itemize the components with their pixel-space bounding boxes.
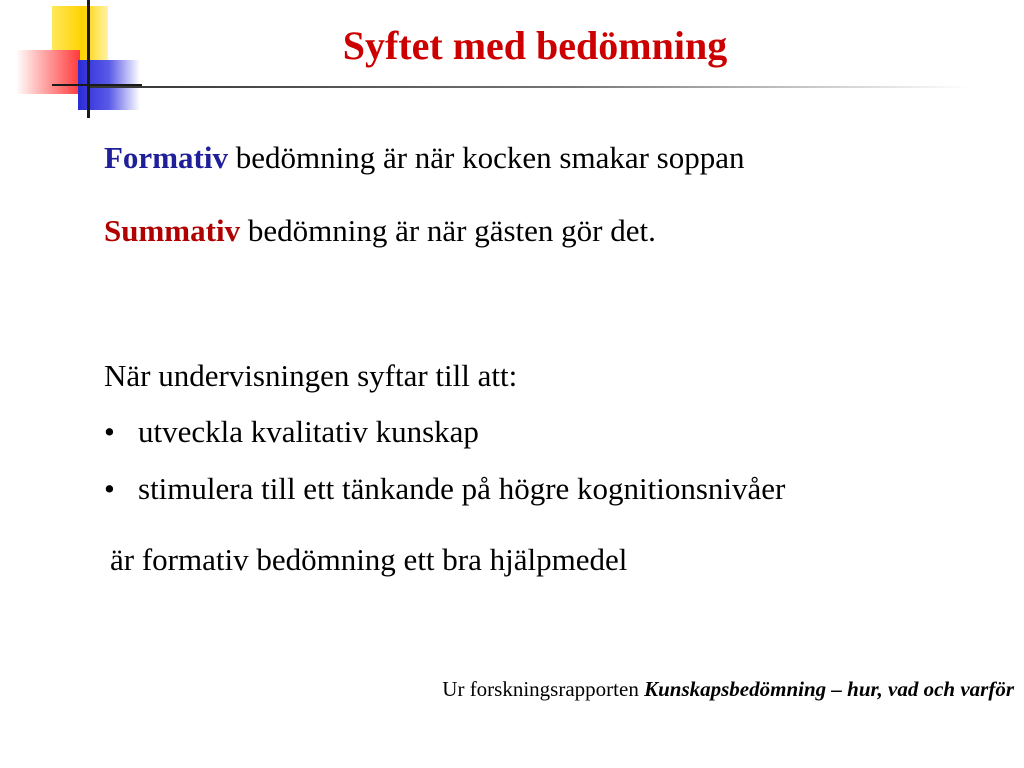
title-underline (90, 86, 970, 88)
bullet-text: stimulera till ett tänkande på högre kognitionsnivåer (138, 471, 786, 506)
bullet-marker: • (104, 414, 115, 449)
source-citation (442, 676, 1014, 702)
logo-vertical-line (87, 0, 90, 118)
bullet-item (104, 413, 479, 451)
decorative-logo (0, 0, 140, 120)
source-title: Kunskapsbedömning – hur, vad och varför (644, 677, 1014, 701)
source-prefix: Ur forskningsrapporten (442, 677, 645, 701)
formative-definition (104, 139, 744, 177)
summative-term: Summativ (104, 213, 241, 248)
slide-title: Syftet med bedömning (342, 23, 728, 68)
formative-term: Formativ (104, 140, 228, 175)
conclusion-text: är formativ bedömning ett bra hjälpmedel (110, 542, 628, 577)
bullet-text: utveckla kvalitativ kunskap (138, 414, 479, 449)
bullet-marker: • (104, 471, 115, 506)
logo-red-square (16, 50, 80, 94)
bullet-item (104, 470, 785, 508)
summative-text: bedömning är när gästen gör det. (240, 213, 656, 248)
summative-definition (104, 212, 656, 250)
formative-text: bedömning är när kocken smakar soppan (227, 140, 745, 175)
intro-text: När undervisningen syftar till att: (104, 358, 518, 393)
